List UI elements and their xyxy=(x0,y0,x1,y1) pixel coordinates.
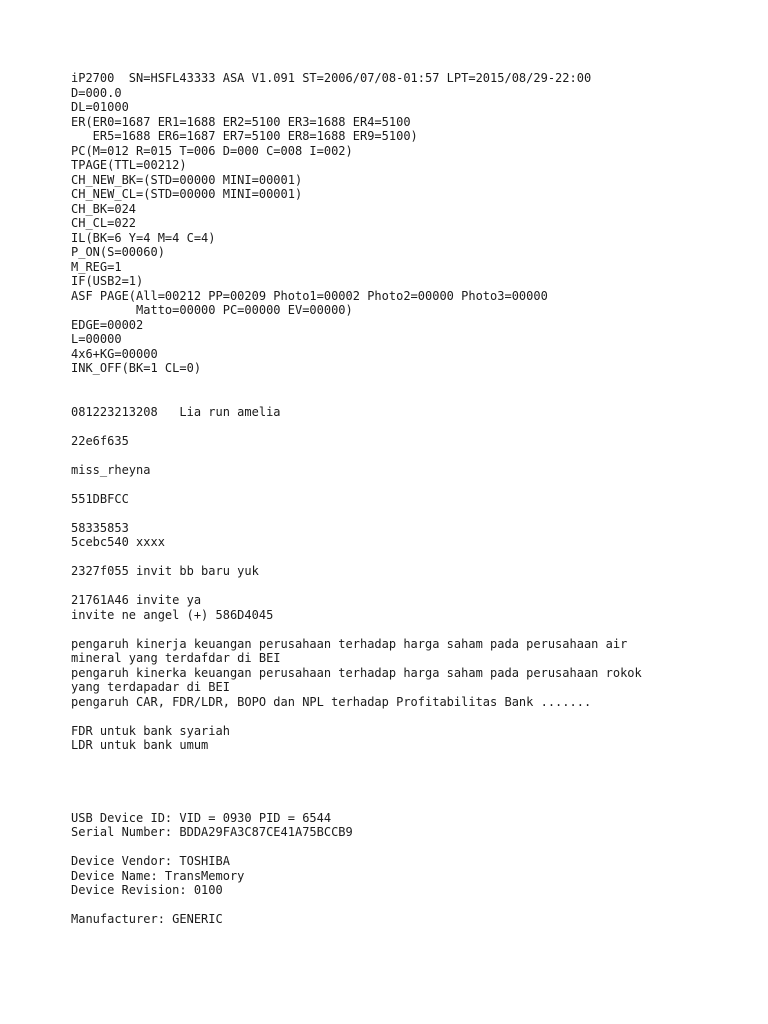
status-line: D=000.0 xyxy=(71,85,122,100)
status-line: ER5=1688 ER6=1687 ER7=5100 ER8=1688 ER9=5100) xyxy=(71,129,418,143)
thesis-line: mineral yang terdafdar di BEI xyxy=(71,651,281,665)
manufacturer-line: Manufacturer: GENERIC xyxy=(71,912,223,926)
status-line: iP2700 SN=HSFL43333 ASA V1.091 ST=2006/07/08-01:57 LPT=2015/08/29-22:00 xyxy=(71,71,592,85)
document-text xyxy=(71,71,751,927)
device-vendor-line: Device Vendor: TOSHIBA xyxy=(71,854,230,868)
status-line: CH_CL=022 xyxy=(71,216,137,230)
device-revision-line: Device Revision: 0100 xyxy=(71,883,223,897)
status-line: P_ON(S=00060) xyxy=(71,245,165,259)
bank-notes xyxy=(71,724,751,753)
contact-entry: 5cebc540 xxxx xyxy=(71,535,165,549)
contact-entry: 21761A46 invite ya xyxy=(71,593,202,607)
bank-note: FDR untuk bank syariah xyxy=(71,723,230,738)
status-line: M_REG=1 xyxy=(71,259,122,274)
thesis-line: pengaruh kinerka keuangan perusahaan terhadap harga saham pada perusahaan rokok xyxy=(71,665,642,680)
thesis-line: pengaruh CAR, FDR/LDR, BOPO dan NPL terhadap Profitabilitas Bank ....... xyxy=(71,694,592,709)
usb-device-info xyxy=(71,811,751,927)
status-line: TPAGE(TTL=00212) xyxy=(71,158,187,172)
bank-note: LDR untuk bank umum xyxy=(71,738,209,752)
contact-entry: invite ne angel (+) 586D4045 xyxy=(71,607,274,622)
contact-list xyxy=(71,405,751,623)
status-line: CH_NEW_CL=(STD=00000 MINI=00001) xyxy=(71,187,303,201)
thesis-topics xyxy=(71,637,751,710)
status-line: IF(USB2=1) xyxy=(71,274,144,288)
thesis-line: pengaruh kinerja keuangan perusahaan terhadap harga saham pada perusahaan air xyxy=(71,636,628,651)
usb-id-line: USB Device ID: VID = 0930 PID = 6544 xyxy=(71,810,332,825)
status-line: EDGE=00002 xyxy=(71,317,144,332)
contact-entry: 081223213208 Lia run amelia xyxy=(71,404,281,419)
status-line: INK_OFF(BK=1 CL=0) xyxy=(71,361,202,375)
serial-number-line: Serial Number: BDDA29FA3C87CE41A75BCCB9 xyxy=(71,825,353,839)
thesis-line: yang terdapadar di BEI xyxy=(71,680,230,694)
printer-status-report xyxy=(71,71,751,376)
status-line: IL(BK=6 Y=4 M=4 C=4) xyxy=(71,230,216,245)
status-line: ER(ER0=1687 ER1=1688 ER2=5100 ER3=1688 ER4=5100 xyxy=(71,114,411,129)
status-line: L=00000 xyxy=(71,332,122,346)
status-line: Matto=00000 PC=00000 EV=00000) xyxy=(71,303,353,317)
contact-entry: miss_rheyna xyxy=(71,462,151,477)
status-line: ASF PAGE(All=00212 PP=00209 Photo1=00002 Photo2=00000 Photo3=00000 xyxy=(71,288,548,303)
status-line: DL=01000 xyxy=(71,100,129,114)
contact-entry: 551DBFCC xyxy=(71,491,129,506)
status-line: CH_NEW_BK=(STD=00000 MINI=00001) xyxy=(71,172,303,187)
status-line: PC(M=012 R=015 T=006 D=000 C=008 I=002) xyxy=(71,143,353,158)
contact-entry: 22e6f635 xyxy=(71,433,129,448)
contact-entry: 2327f055 invit bb baru yuk xyxy=(71,564,259,578)
status-line: 4x6+KG=00000 xyxy=(71,346,158,361)
status-line: CH_BK=024 xyxy=(71,201,137,216)
device-name-line: Device Name: TransMemory xyxy=(71,868,245,883)
contact-entry: 58335853 xyxy=(71,520,129,535)
